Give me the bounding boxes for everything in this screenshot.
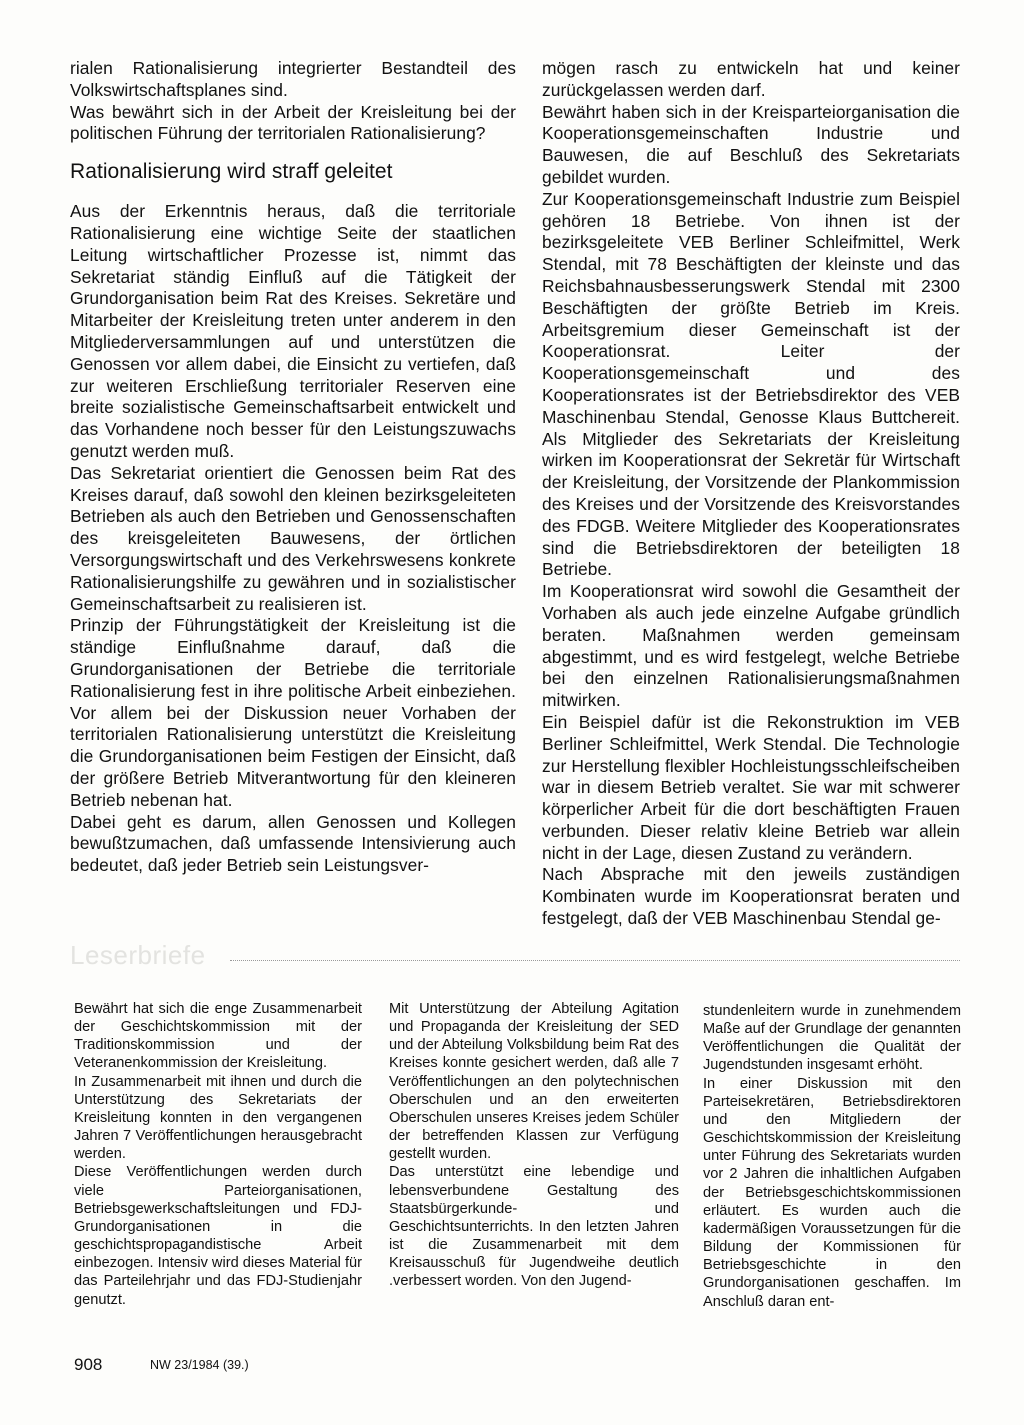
intro-question: Was bewährt sich in der Arbeit der Kreisleitung bei der politischen Führung der territorialen Rationalisierung? (70, 101, 516, 144)
page-number: 908 (74, 1355, 103, 1374)
leserbriefe-section-header (70, 940, 960, 974)
letter-paragraph: In einer Diskussion mit den Parteisekretären, Betriebsdirektoren und den Mitgliedern der Geschichtskommission der Kreisleitung unter Führung des Sekretariats wurden vor 2 Jahren die inhaltlichen Aufgaben der Betriebsgeschichtskommissionen erläutert. Es wurden auch die kadermäßigen Voraussetzungen für die Bildung der Kommissionen für Betriebsgeschichte in den Grundorganisationen geschaffen. Im Anschluß daran ent- (703, 1075, 961, 1310)
article-paragraph: Nach Absprache mit den jeweils zuständigen Kombinaten wurde im Kooperationsrat beraten und festgelegt, daß der VEB Maschinenbau Stendal ge- (542, 864, 960, 929)
article-paragraph: Im Kooperationsrat wird sowohl die Gesamtheit der Vorhaben als auch jede einzelne Aufgabe gründlich beraten. Maßnahmen werden gemeinsam abgestimmt, und es wird festgelegt, welche Betriebe bei den einzelnen Rationalisierungsmaßnahmen mitwirken. (542, 581, 960, 711)
article-paragraph: Bewährt haben sich in der Kreisparteiorganisation die Kooperationsgemeinschaften Industrie und Bauwesen, die auf Beschluß des Sekretariats gebildet wurden. (542, 101, 960, 187)
letter-column-3 (703, 1002, 961, 1311)
article-column-right (542, 58, 960, 930)
letter-column-2 (389, 1000, 679, 1291)
intro-paragraph: rialen Rationalisierung integrierter Bestandteil des Volkswirtschaftsplanes sind. (70, 58, 516, 100)
letter-paragraph: Bewährt hat sich die enge Zusammenarbeit der Geschichtskommission mit der Traditionskommission und der Veteranenkommission der Kreisleitung. (74, 1001, 362, 1072)
article-paragraph: Aus der Erkenntnis heraus, daß die territoriale Rationalisierung eine wichtige Seite der staatlichen Leitung wirtschaftlicher Prozesse ist, nimmt das Sekretariat ständig Einfluß auf die Tätigkeit der Grundorganisation beim Rat des Kreises. Sekretäre und Mitarbeiter der Kreisleitung treten unter anderem in den Mitgliederversammlungen auf und unterstützen die Genossen vor allem dabei, die Einsicht zu vertiefen, daß zur weiteren Erschließung territorialer Reserven eine breite sozialistische Gemeinschaftsarbeit entwickelt und das Vorhandene noch besser für den Leistungszuwachs genutzt werden muß. (70, 201, 516, 461)
issue-reference: NW 23/1984 (39.) (150, 1358, 249, 1372)
article-paragraph: Dabei geht es darum, allen Genossen und Kollegen bewußtzumachen, daß umfassende Intensivierung auch bedeutet, daß jeder Betrieb sein Leistungsver- (70, 811, 516, 876)
leserbriefe-label: Leserbriefe (70, 940, 206, 970)
letter-paragraph: stundenleitern wurde in zunehmendem Maße auf der Grundlage der genannten Veröffentlichungen die Qualität der Jugendstunden insgesamt erhöht. (703, 1003, 961, 1074)
article-paragraph: Zur Kooperationsgemeinschaft Industrie zum Beispiel gehören 18 Betriebe. Von ihnen ist der bezirksgeleitete VEB Berliner Schleifmittel, Werk Stendal, mit 78 Beschäftigten der kleinste und das Reichsbahnausbesserungswerk Stendal mit 2300 Beschäftigten der größte Betrieb im Kreis. Arbeitsgremium dieser Gemeinschaft ist der Kooperationsrat. Leiter der Kooperationsgemeinschaft und des Kooperationsrates ist der Betriebsdirektor des VEB Maschinenbau Stendal, Genosse Klaus Buttchereit. Als Mitglieder des Sekretariats der Kreisleitung wirken im Kooperationsrat der Sekretär für Wirtschaft der Kreisleitung, der Vorsitzende der Plankommission des Kreises und der Vorsitzende des Kreisvorstandes des FDGB. Weitere Mitglieder des Kooperationsrates sind die Betriebsdirektoren der beteiligten 18 Betriebe. (542, 188, 960, 580)
article-paragraph: Ein Beispiel dafür ist die Rekonstruktion im VEB Berliner Schleifmittel, Werk Stendal. Die Technologie zur Herstellung flexibler Hochleistungsschleifscheiben war in diesem Betrieb veraltet. Sie war mit schwerer körperlicher Arbeit für die dort beschäftigten Frauen verbunden. Dieser relativ kleine Betrieb war allein nicht in der Lage, diesen Zustand zu verändern. (542, 711, 960, 863)
letter-column-1 (74, 1000, 362, 1309)
section-heading: Rationalisierung wird straff geleitet (70, 160, 393, 184)
article-paragraph: Prinzip der Führungstätigkeit der Kreisleitung ist die ständige Einflußnahme darauf, daß die Grundorganisationen der Betriebe die territoriale Rationalisierung fest in ihre politische Arbeit einbeziehen. Vor allem bei der Diskussion neuer Vorhaben der territorialen Rationalisierung unterstützt die Kreisleitung die Grundorganisationen beim Festigen der Einsicht, daß der größere Betrieb Mitverantwortung für den kleineren Betrieb nebenan hat. (70, 615, 516, 810)
section-divider (230, 960, 960, 961)
article-paragraph: mögen rasch zu entwickeln hat und keiner zurückgelassen werden darf. (542, 58, 960, 100)
article-paragraph: Das Sekretariat orientiert die Genossen beim Rat des Kreises darauf, daß sowohl den kleinen bezirksgeleiteten Betrieben als auch den Betrieben und Genossenschaften des kreisgeleiteten Bauwesens, der örtlichen Versorgungswirtschaft und des Verkehrswesens konkrete Rationalisierungshilfe zu gewähren und in sozialistischer Gemeinschaftsarbeit zu realisieren ist. (70, 462, 516, 614)
letter-paragraph: Das unterstützt eine lebendige und lebensverbundene Gestaltung des Staatsbürgerkunde- und Geschichtsunterrichts. In den letzten Jahren ist die Zusammenarbeit mit dem Kreisausschuß für Jugendweihe deutlich .verbessert worden. Von den Jugend- (389, 1164, 679, 1290)
letter-paragraph: Mit Unterstützung der Abteilung Agitation und Propaganda der Kreisleitung der SED und der Abteilung Volksbildung beim Rat des Kreises konnte gesichert werden, daß alle 7 Veröffentlichungen an den polytechnischen Oberschulen und an den erweiterten Oberschulen unseres Kreises jedem Schüler der betreffenden Klassen zur Verfügung gestellt wurden. (389, 1001, 679, 1163)
article-column-left (70, 58, 516, 877)
letter-paragraph: Diese Veröffentlichungen werden durch viele Parteiorganisationen, Betriebsgewerkschaftsleitungen und FDJ-Grundorganisationen in die geschichtspropagandistische Arbeit einbezogen. Intensiv wird dieses Material für das Parteilehrjahr und das FDJ-Studienjahr genutzt. (74, 1164, 362, 1308)
letter-paragraph: In Zusammenarbeit mit ihnen und durch die Unterstützung des Sekretariats der Kreisleitung konnten in den vergangenen Jahren 7 Veröffentlichungen herausgebracht werden. (74, 1073, 362, 1163)
